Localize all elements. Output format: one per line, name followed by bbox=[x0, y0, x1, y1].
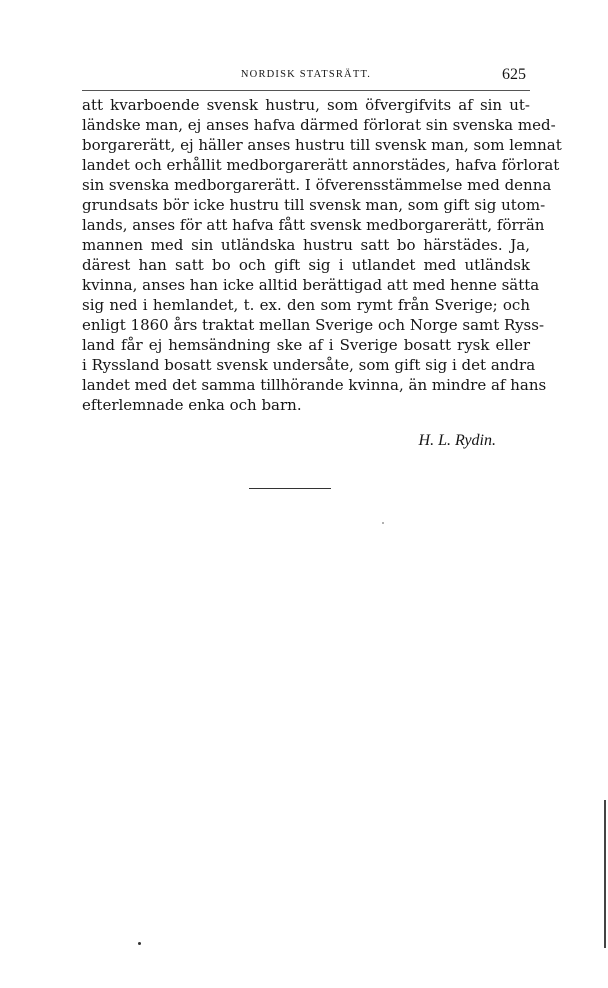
text-line: landet och erhållit medborgarerätt annorstädes, hafva förlorat bbox=[82, 156, 560, 174]
author-signature: H. L. Rydin. bbox=[418, 432, 496, 449]
text-line: ländske man, ej anses hafva därmed förlorat sin svenska med- bbox=[82, 116, 556, 134]
text-line: lands, anses för att hafva fått svensk medborgarerätt, förrän bbox=[82, 216, 545, 234]
body-paragraph bbox=[82, 95, 562, 415]
text-line: land får ej hemsändning ske af i Sverige bosatt rysk eller bbox=[82, 336, 530, 354]
text-line: i Ryssland bosatt svensk undersåte, som gift sig i det andra bbox=[82, 356, 536, 374]
text-line-last: efterlemnade enka och barn. bbox=[82, 396, 302, 414]
text-line: att kvarboende svensk hustru, som öfvergifvits af sin ut- bbox=[82, 96, 530, 114]
text-line: kvinna, anses han icke alltid berättigad att med henne sätta bbox=[82, 276, 540, 294]
text-line: enligt 1860 års traktat mellan Sverige och Norge samt Ryss- bbox=[82, 316, 545, 334]
text-line: landet med det samma tillhörande kvinna, än mindre af hans bbox=[82, 376, 547, 394]
text-line: borgarerätt, ej häller anses hustru till svensk man, som lemnat bbox=[82, 136, 562, 154]
running-header bbox=[82, 66, 530, 88]
page-edge-mark bbox=[604, 800, 606, 948]
paper-speck bbox=[138, 942, 141, 945]
text-line: mannen med sin utländska hustru satt bo härstädes. Ja, bbox=[82, 236, 530, 254]
paper-speck bbox=[382, 522, 384, 524]
text-line: därest han satt bo och gift sig i utlandet med utländsk bbox=[82, 256, 530, 274]
running-title: NORDISK STATSRÄTT. bbox=[240, 69, 372, 80]
page-number: 625 bbox=[502, 66, 526, 83]
text-line: sin svenska medborgarerätt. I öfverensstämmelse med denna bbox=[82, 176, 552, 194]
text-line: sig ned i hemlandet, t. ex. den som rymt från Sverige; och bbox=[82, 296, 530, 314]
section-separator bbox=[249, 488, 331, 489]
header-rule bbox=[82, 90, 530, 91]
text-line: grundsats bör icke hustru till svensk man, som gift sig utom- bbox=[82, 196, 546, 214]
